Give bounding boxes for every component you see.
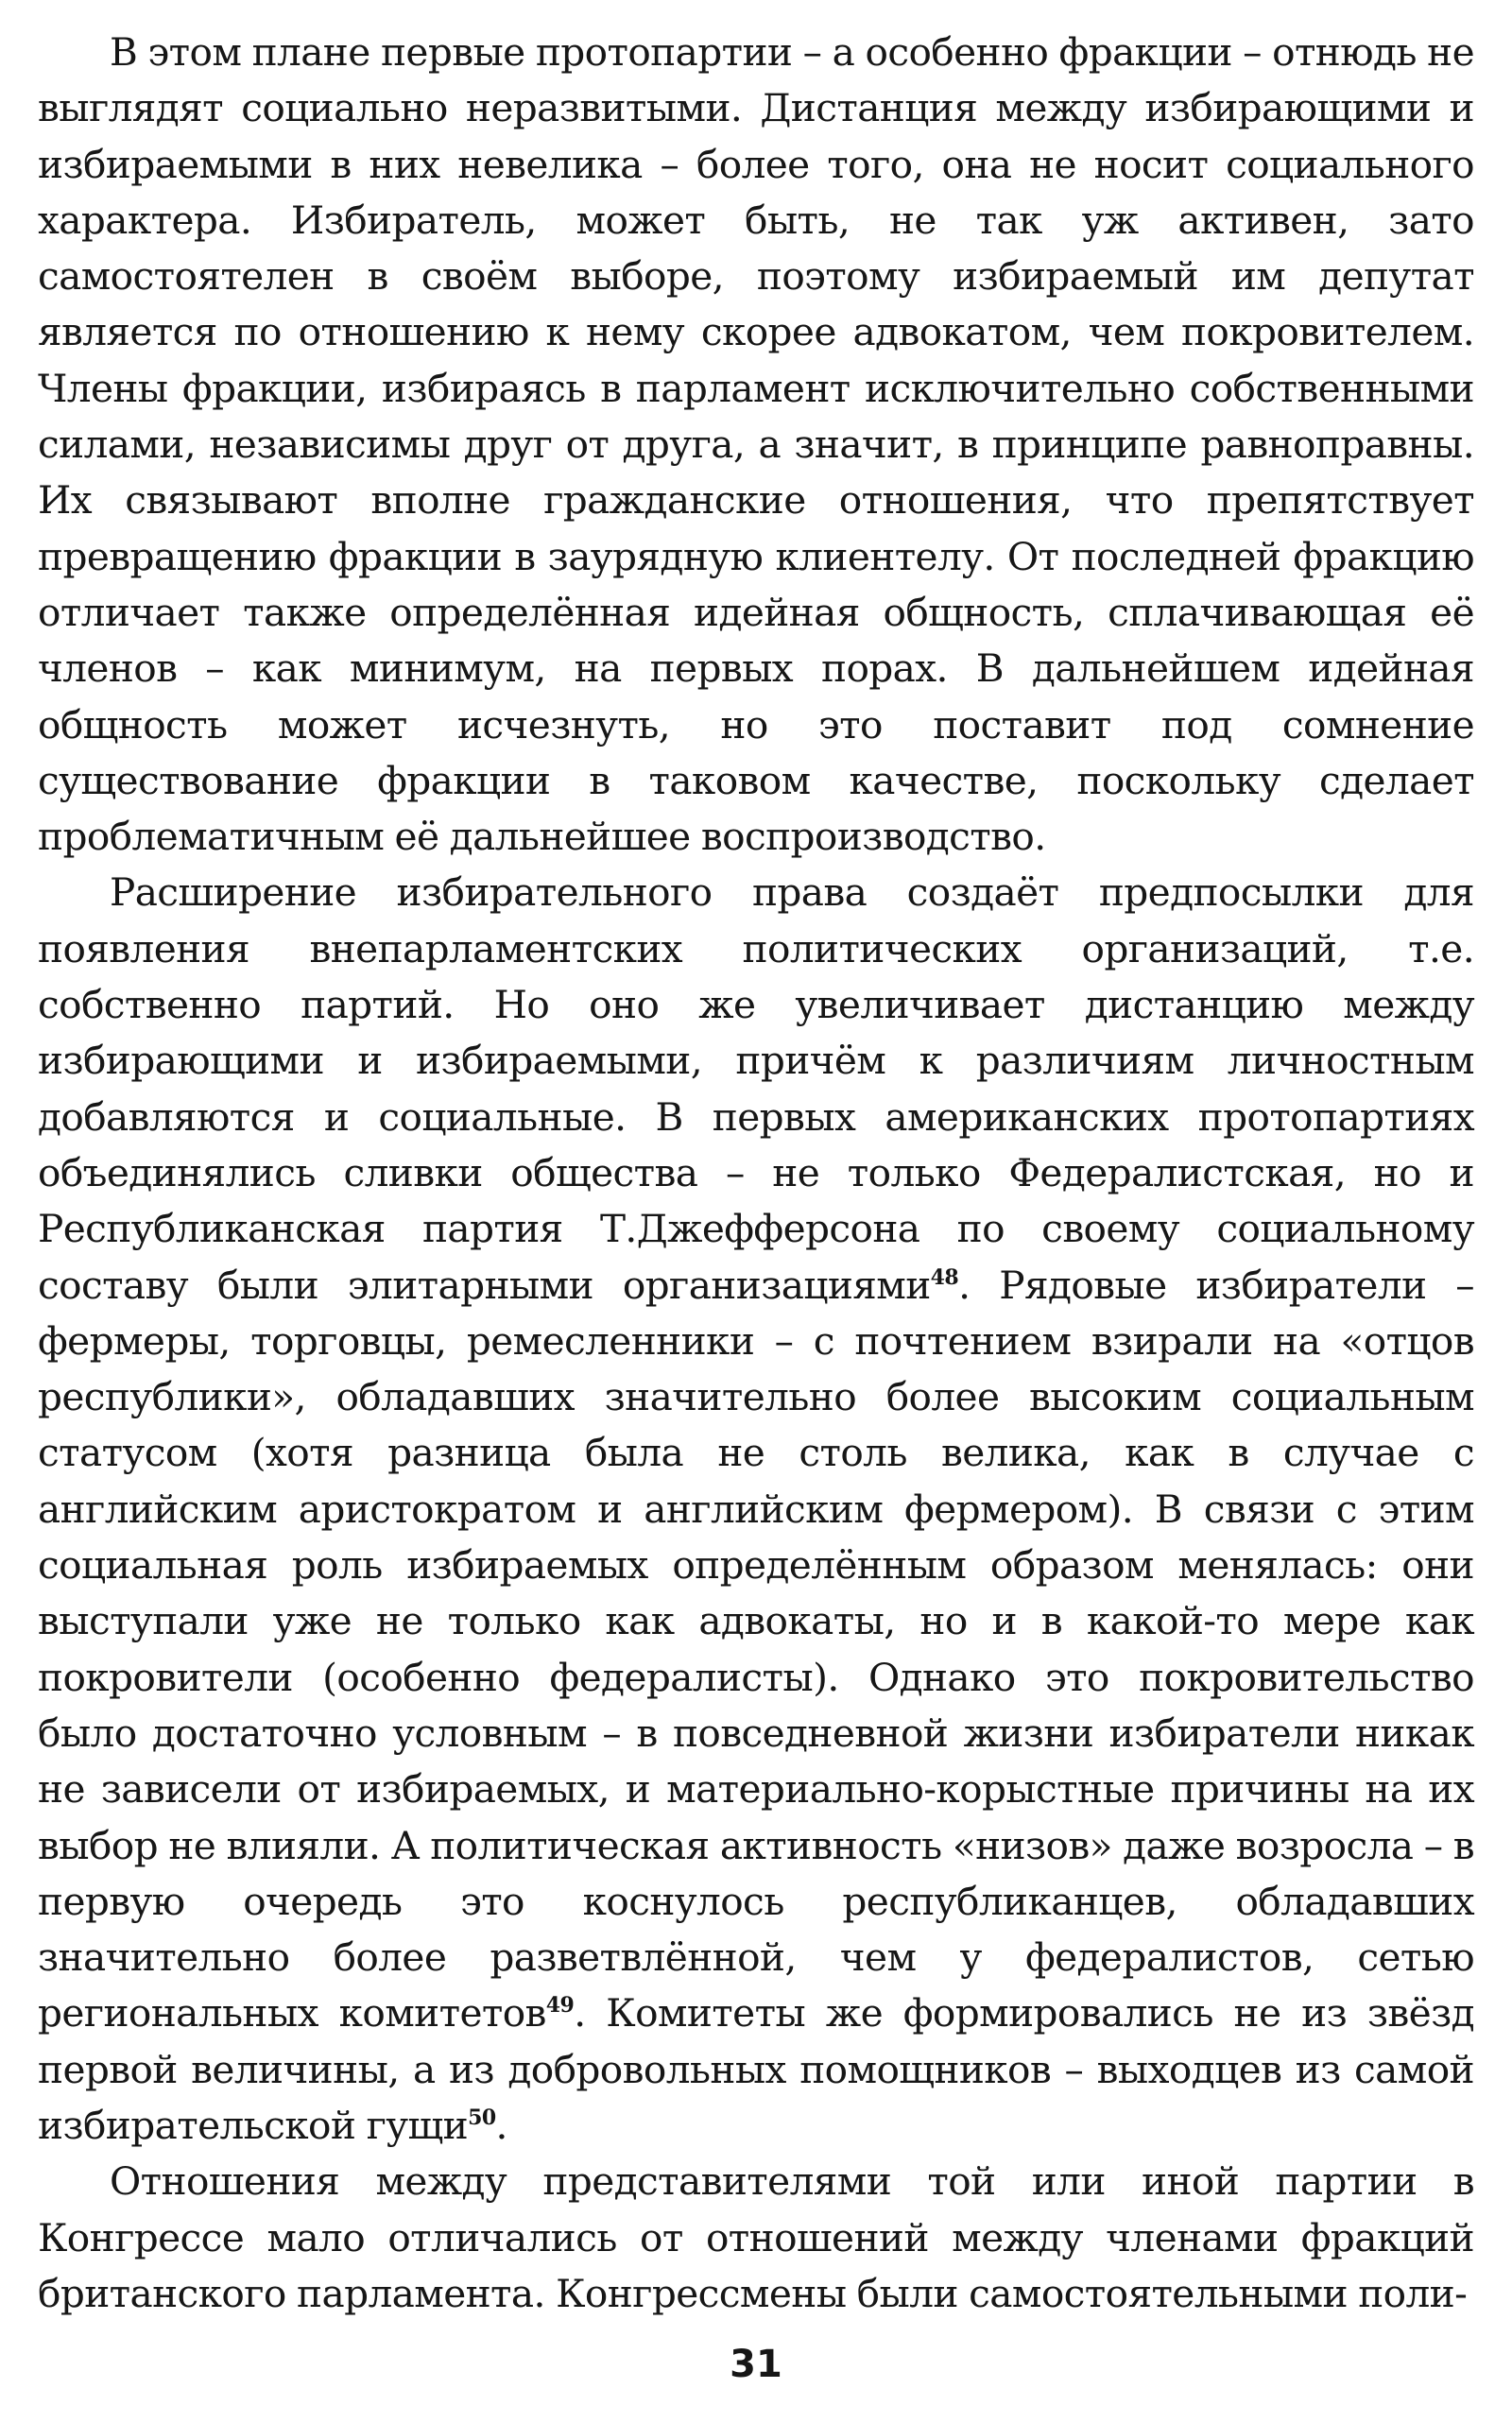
- paragraph-2-text-b: . Рядовые избиратели – фермеры, торговцы, ремесленники – с почтением взирали на «отцов республики», обладавших значительно более высоким социальным статусом (хотя разница была не столь велика, как в случае с английским аристократом и английским фермером). В связи с этим социальная роль избираемых определённым образом менялась: они выступали уже не только как адвокаты, но и в какой-то мере как покровители (особенно федералисты). Однако это покровительство было достаточно условным – в повседневной жизни избиратели никак не зависели от избираемых, и материально-корыстные причины на их выбор не влияли. А политическая активность «низов» даже возросла – в первую очередь это коснулось республиканцев, обладавших значительно более разветвлённой, чем у федералистов, сетью региональных комитетов: [38, 1262, 1474, 2036]
- paragraph-2: [38, 865, 1474, 2154]
- footnote-ref-50[interactable]: 50: [468, 2105, 496, 2130]
- paragraph-2-text-a: Расширение избирательного права создаёт предпосылки для появления внепарламентских политических организаций, т.е. собственно партий. Но оно же увеличивает дистанцию между избирающими и избираемыми, причём к различиям личностным добавляются и социальные. В первых американских протопартиях объединялись сливки общества – не только Федералистская, но и Республиканская партия Т.Джефферсона по своему социальному составу были элитарными организациями: [38, 869, 1474, 1308]
- paragraph-2-text-c: . Комитеты же формировались не из звёзд первой величины, а из добровольных помощников – выходцев из самой избирательской гущи: [38, 1990, 1474, 2148]
- paragraph-3-text: Отношения между представителями той или иной партии в Конгрессе мало отличались от отношений между членами фракций британского парламента. Конгрессмены были самостоятельными поли-: [38, 2158, 1474, 2316]
- paragraph-1: [38, 25, 1474, 865]
- paragraph-2-text-d: .: [495, 2102, 507, 2148]
- footnote-ref-49[interactable]: 49: [545, 1993, 575, 2019]
- paragraph-1-text: В этом плане первые протопартии – а особенно фракции – отнюдь не выглядят социально неразвитыми. Дистанция между избирающими и избираемыми в них невелика – более того, она не носит социального характера. Избиратель, может быть, не так уж активен, зато самостоятелен в своём выборе, поэтому избираемый им депутат является по отношению к нему скорее адвокатом, чем покровителем. Члены фракции, избираясь в парламент исключительно собственными силами, независимы друг от друга, а значит, в принципе равноправны. Их связывают вполне гражданские отношения, что препятствует превращению фракции в заурядную клиентелу. От последней фракцию отличает также определённая идейная общность, сплачивающая её членов – как минимум, на первых порах. В дальнейшем идейная общность может исчезнуть, но это поставит под сомнение существование фракции в таковом качестве, поскольку сделает проблематичным её дальнейшее воспроизводство.: [38, 29, 1475, 860]
- paragraph-3: [38, 2154, 1474, 2322]
- footnote-ref-48[interactable]: 48: [930, 1264, 959, 1290]
- page-body: [38, 25, 1474, 2322]
- page-number: 31: [730, 2343, 782, 2386]
